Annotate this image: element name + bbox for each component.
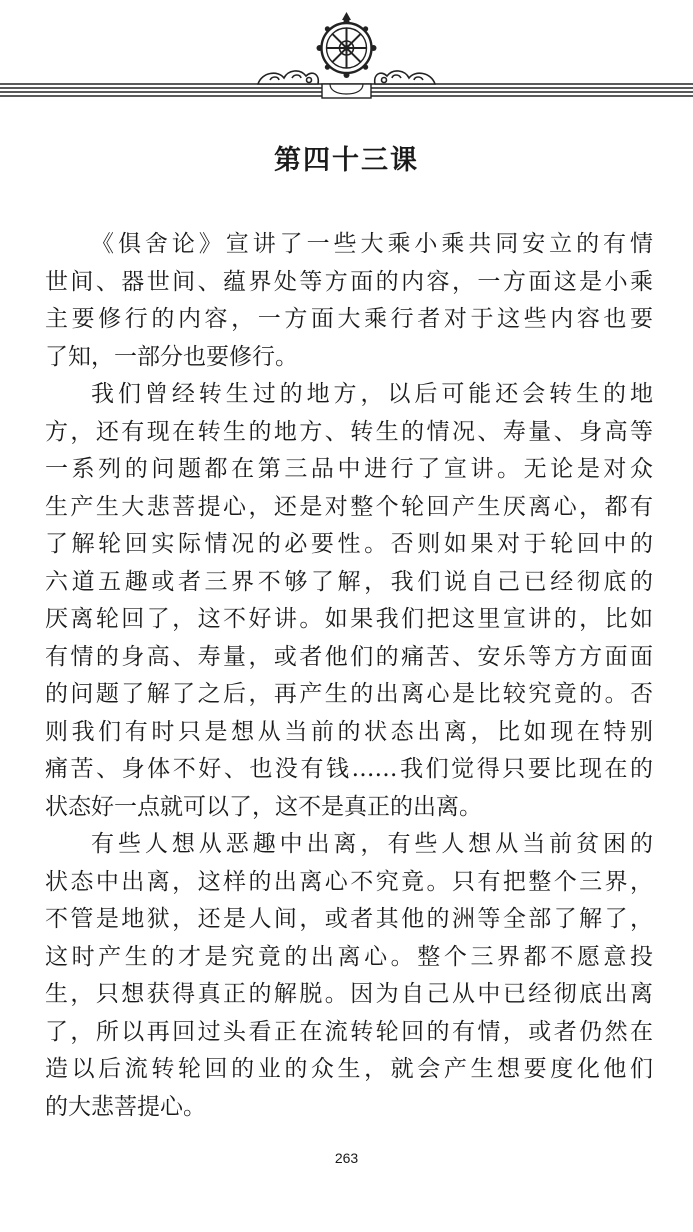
text-line: 世间、器世间、蕴界处等方面的内容，一方面这是小乘 (45, 268, 653, 295)
text-line: 有些人想从恶趣中出离，有些人想从当前贫困的 (91, 831, 653, 857)
text-line: 我们曾经转生过的地方，以后可能还会转生的地 (91, 381, 653, 407)
chapter-title: 第四十三课 (274, 145, 419, 176)
text-line: 六道五趣或者三界不够了解，我们说自己已经彻底的 (45, 568, 653, 595)
text-line: 《俱舍论》宣讲了一些大乘小乘共同安立的有情 (91, 231, 653, 257)
text-line: 状态中出离，这样的出离心不究竟。只有把整个三界， (45, 868, 653, 895)
text-line: 方，还有现在转生的地方、转生的情况、寿量、身高等 (45, 418, 653, 445)
paragraph (45, 826, 653, 1126)
text-line: 厌离轮回了，这不好讲。如果我们把这里宣讲的，比如 (45, 606, 653, 632)
text-line: 了知，一部分也要修行。 (45, 343, 298, 370)
header-ornament (0, 0, 693, 110)
text-line: 有情的身高、寿量，或者他们的痛苦、安乐等方方面面 (45, 643, 653, 670)
text-line: 生，只想获得真正的解脱。因为自己从中已经彻底出离 (45, 981, 653, 1007)
paragraph (45, 376, 653, 826)
text-line: 状态好一点就可以了，这不是真正的出离。 (45, 793, 482, 820)
text-line: 造以后流转轮回的业的众生，就会产生想要度化他们 (45, 1056, 653, 1082)
text-line: 这时产生的才是究竟的出离心。整个三界都不愿意投 (45, 943, 653, 970)
text-line: 生产生大悲菩提心，还是对整个轮回产生厌离心，都有 (45, 493, 653, 520)
text-line: 主要修行的内容，一方面大乘行者对于这些内容也要 (45, 306, 653, 332)
body-text (45, 226, 653, 1126)
text-line: 则我们有时只是想从当前的状态出离，比如现在特别 (45, 718, 653, 745)
text-line: 的问题了解了之后，再产生的出离心是比较究竟的。否 (45, 681, 653, 707)
dharma-wheel-icon (317, 12, 377, 98)
text-line: 痛苦、身体不好、也没有钱……我们觉得只要比现在的 (45, 756, 653, 782)
text-line: 了解轮回实际情况的必要性。否则如果对于轮回中的 (45, 531, 653, 557)
text-line: 的大悲菩提心。 (45, 1093, 206, 1120)
page-number: 263 (334, 1150, 359, 1166)
paragraph (45, 226, 653, 376)
text-line: 了，所以再回过头看正在流转轮回的有情，或者仍然在 (45, 1018, 653, 1045)
cloud-scroll-left-icon (258, 71, 318, 84)
text-line: 一系列的问题都在第三品中进行了宣讲。无论是对众 (45, 456, 653, 482)
cloud-scroll-right-icon (375, 71, 435, 84)
text-line: 不管是地狱，还是人间，或者其他的洲等全部了解了， (45, 906, 653, 932)
